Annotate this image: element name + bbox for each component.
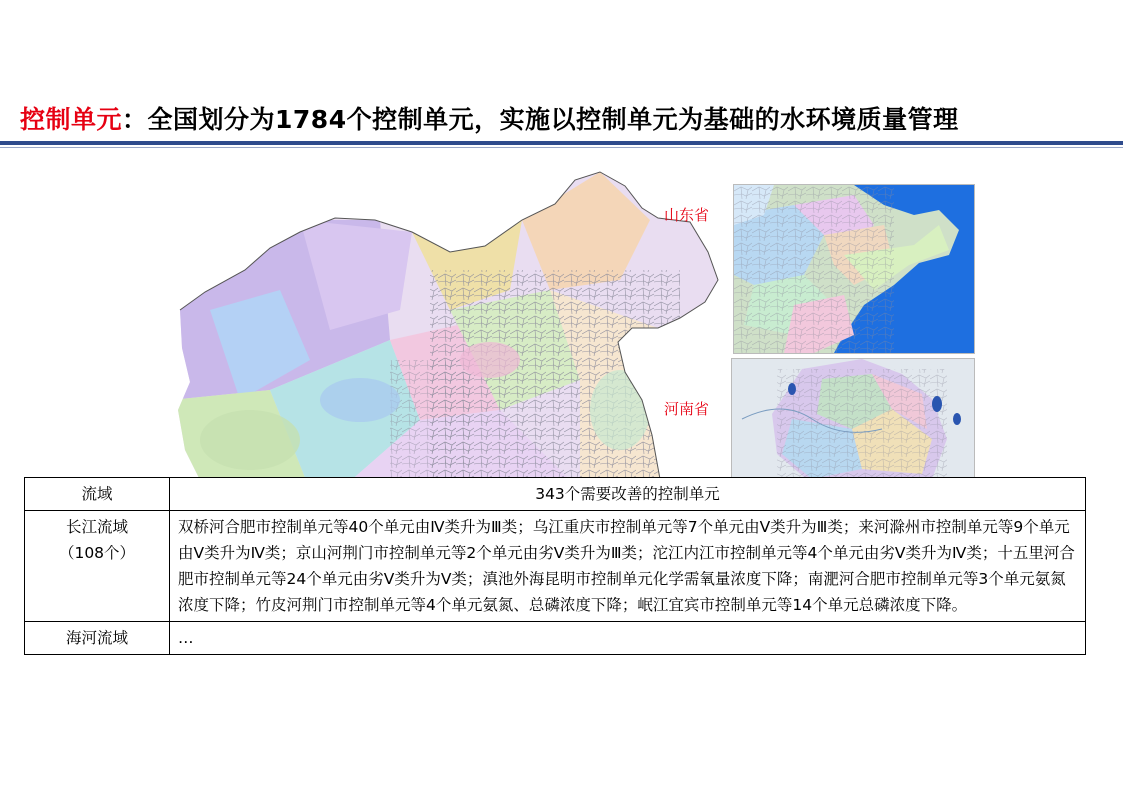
title-rule <box>0 141 1123 145</box>
china-control-unit-map <box>150 160 725 490</box>
units-description: … <box>170 622 1086 655</box>
inset-label-henan: 河南省 <box>664 400 710 418</box>
header-units: 343个需要改善的控制单元 <box>170 478 1086 511</box>
header-basin: 流域 <box>25 478 170 511</box>
control-unit-table <box>24 477 1086 655</box>
title-rule-thin <box>0 147 1123 148</box>
basin-cell <box>25 511 170 622</box>
table-row <box>25 511 1086 622</box>
henan-inset-map <box>731 358 975 490</box>
basin-name: 海河流域 <box>65 629 128 647</box>
table-header-row <box>25 478 1086 511</box>
basin-count: （108个） <box>58 544 136 562</box>
basin-cell <box>25 622 170 655</box>
table-row <box>25 622 1086 655</box>
units-description: 双桥河合肥市控制单元等40个单元由Ⅳ类升为Ⅲ类；乌江重庆市控制单元等7个单元由Ⅴ类升为Ⅲ类；来河滁州市控制单元等9个单元由Ⅴ类升为Ⅳ类；京山河荆门市控制单元等2个单元由劣Ⅴ类升为Ⅲ类；沱江内江市控制单元等4个单元由劣Ⅴ类升为Ⅳ类；十五里河合肥市控制单元等24个单元由劣Ⅴ类升为Ⅴ类；滇池外海昆明市控制单元化学需氧量浓度下降；南淝河合肥市控制单元等3个单元氨氮浓度下降；竹皮河荆门市控制单元等4个单元氨氮、总磷浓度下降；岷江宜宾市控制单元等14个单元总磷浓度下降。 <box>170 511 1086 622</box>
title-rest: ：全国划分为1784个控制单元，实施以控制单元为基础的水环境质量管理 <box>122 105 959 134</box>
inset-label-shandong: 山东省 <box>664 206 710 224</box>
slide-title <box>20 100 959 136</box>
title-highlight: 控制单元 <box>20 105 123 134</box>
shandong-inset-map <box>733 184 975 354</box>
basin-name: 长江流域 <box>65 518 128 536</box>
